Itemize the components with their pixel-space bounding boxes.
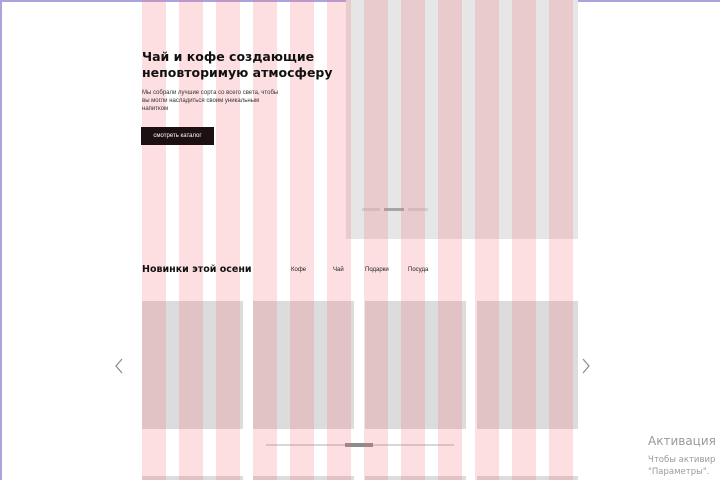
product-card-next-row [142, 476, 243, 480]
activation-title: Активация [648, 434, 716, 448]
activation-line: Чтобы активир [648, 455, 716, 465]
tab-tea[interactable]: Чай [333, 267, 344, 273]
carousel-scrollbar[interactable] [266, 444, 454, 446]
slider-dot[interactable] [362, 208, 380, 211]
windows-activation-watermark [646, 432, 720, 480]
tab-gifts[interactable]: Подарки [365, 267, 389, 273]
window-frame-left [0, 0, 2, 480]
product-card-next-row [365, 476, 466, 480]
tab-coffee[interactable]: Кофе [291, 267, 307, 273]
hero-slider-image [346, 0, 578, 239]
hero-subtitle: Мы собрали лучшие сорта со всего света, чтобы вы могли насладиться своим уникальным напитком [142, 90, 279, 112]
product-card[interactable] [142, 301, 243, 429]
view-catalog-button[interactable]: смотреть каталог [141, 127, 214, 145]
section-title-new-arrivals: Новинки этой осени [142, 264, 252, 275]
tab-tableware[interactable]: Посуда [408, 267, 429, 273]
product-card[interactable] [365, 301, 466, 429]
activation-line: "Параметры". [648, 467, 710, 477]
product-card-next-row [253, 476, 354, 480]
product-card[interactable] [477, 301, 578, 429]
chevron-left-icon[interactable] [113, 358, 125, 374]
chevron-right-icon[interactable] [580, 358, 592, 374]
product-card[interactable] [253, 301, 354, 429]
carousel-scrollbar-thumb[interactable] [345, 443, 373, 447]
slider-dot-active[interactable] [384, 208, 404, 211]
product-card-next-row [477, 476, 578, 480]
slider-dot[interactable] [408, 208, 428, 211]
hero-title: Чай и кофе создающие неповторимую атмосферу [142, 49, 333, 80]
